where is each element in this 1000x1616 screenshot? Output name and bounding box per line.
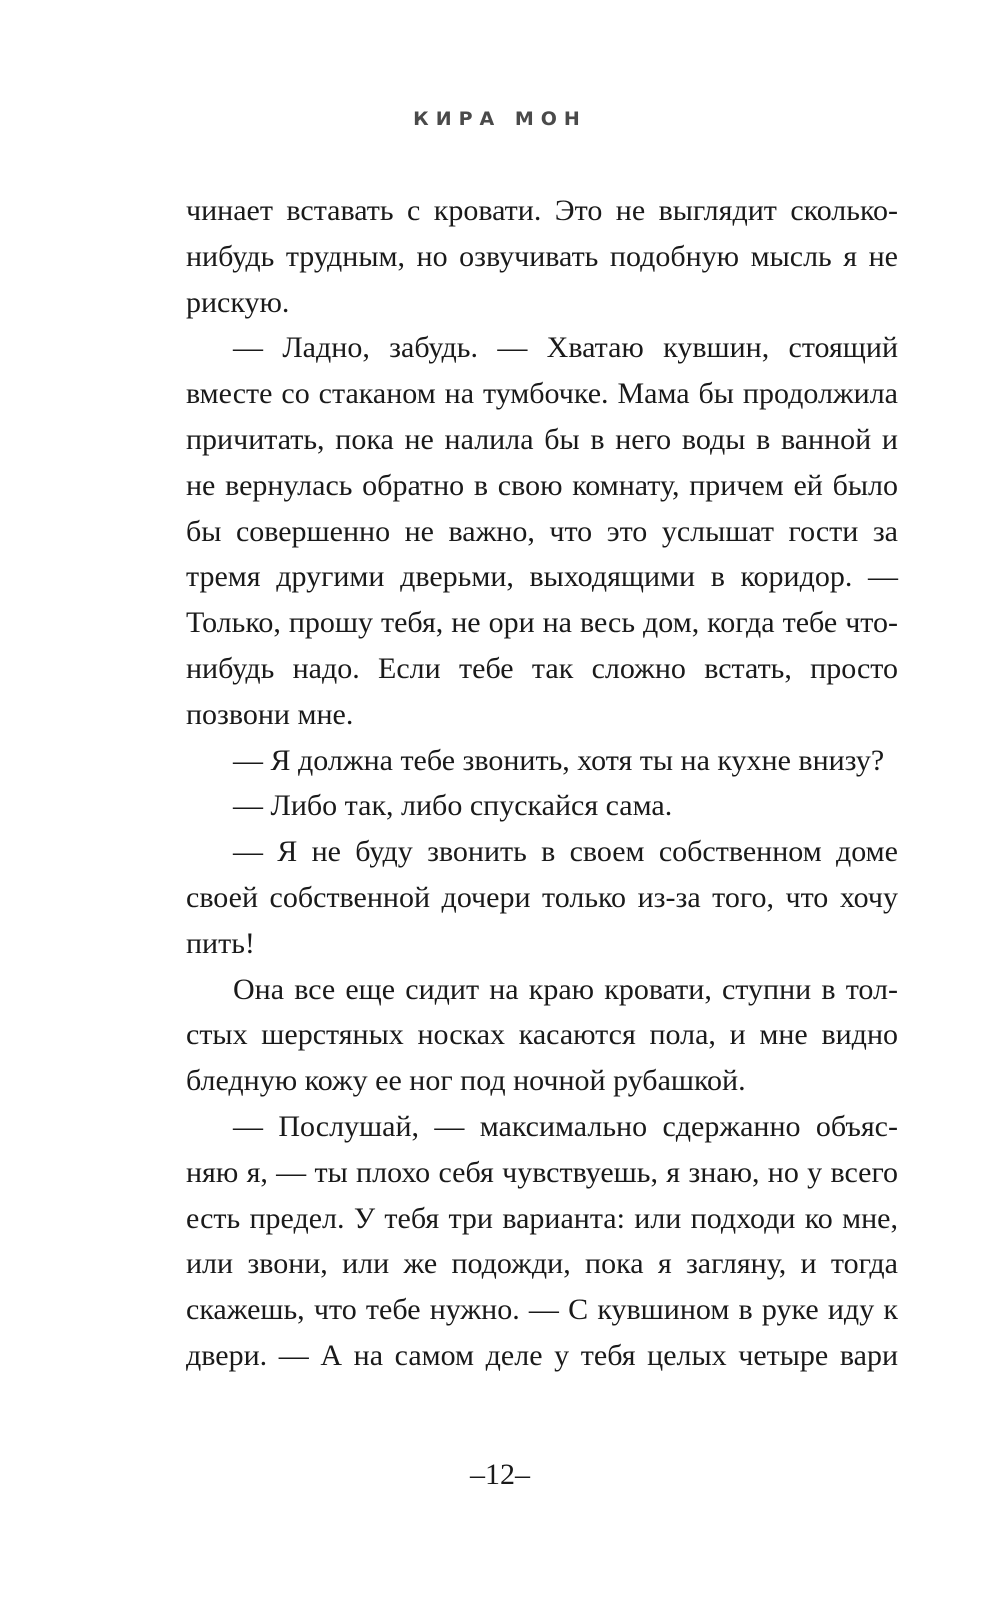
paragraph: Она все еще сидит на краю кровати, ступни в толстых шерстяных носках касаются пола, и мне видно бледную кожу ее ног под ночной рубашкой. — [186, 972, 898, 1098]
running-head-author: КИРА МОН — [413, 108, 587, 130]
paragraph: — Ладно, забудь. — Хватаю кувшин, стоящий вместе со стаканом на тумбочке. Мама бы продолжила причитать, пока не налила бы в него воды в ванной и не вернулась обратно в свою комнату, причем ей было бы совершенно не важно, что это услышат гости за тремя другими дверьми, выходящими в коридор. — Только, прошу тебя, не ори на весь дом, когда тебе что-нибудь надо. Если тебе так сложно встать, просто позвони мне. — [186, 331, 898, 731]
paragraph: — Послушай, — максимально сдержанно объясняю я, — ты плохо себя чувствуешь, я знаю, но у всего есть предел. У тебя три варианта: или подходи ко мне, или звони, или же подожди, пока я загляну, и тогда скажешь, что тебе нужно. — С кувшином в руке иду к двери. — А на самом деле у тебя целых четыре вари — [186, 1109, 898, 1372]
paragraph: — Я не буду звонить в своем собственном доме своей собственной дочери только из-за того, что хочу пить! — [186, 835, 898, 960]
page-number: –12– — [470, 1458, 530, 1491]
paragraph: — Либо так, либо спускайся сама. — [233, 789, 673, 823]
paragraph: чинает вставать с кровати. Это не выглядит сколько-нибудь трудным, но озвучивать подобную мысль я не рискую. — [186, 194, 898, 319]
paragraph: — Я должна тебе звонить, хотя ты на кухне внизу? — [233, 743, 885, 777]
body-text — [186, 188, 898, 1379]
